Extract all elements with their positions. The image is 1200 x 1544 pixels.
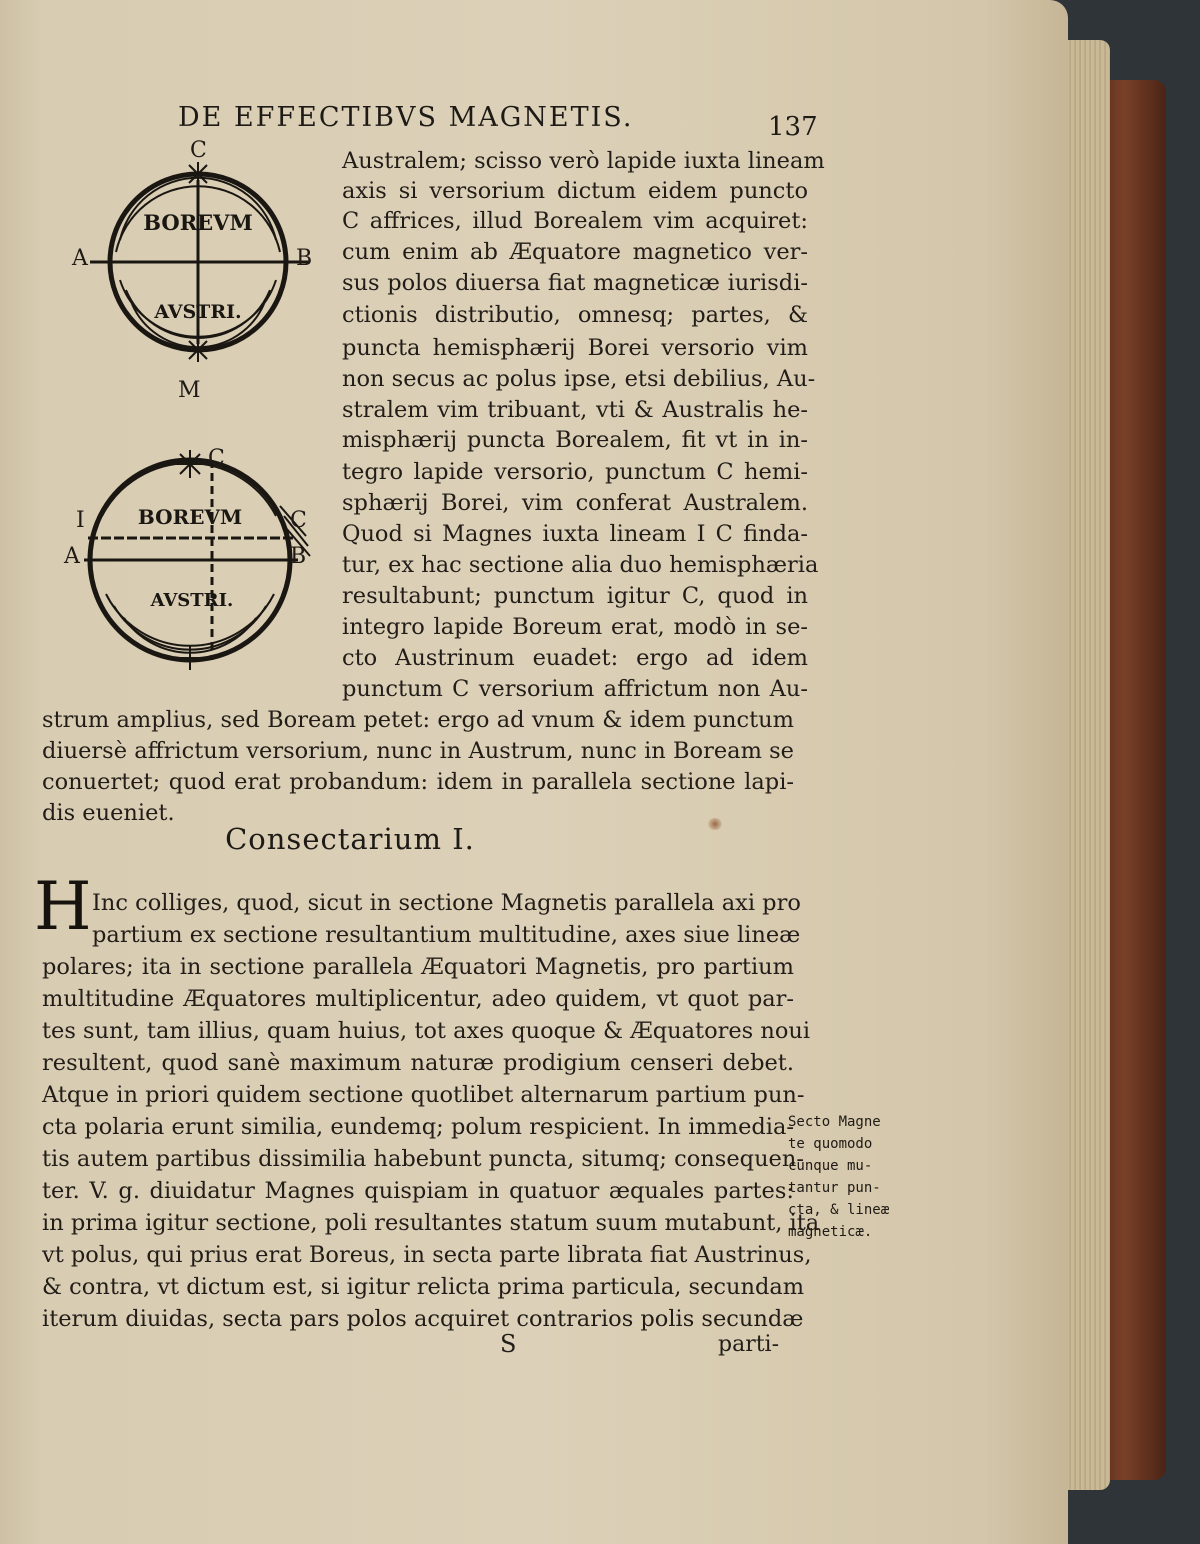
section-heading: Consectarium I.: [225, 822, 475, 856]
margin-note-line: cunque mu-: [788, 1158, 873, 1174]
text-line: axis si versorium dictum eidem puncto: [342, 178, 808, 204]
text-line: diuersè affrictum versorium, nunc in Austrum, nunc in Boream se: [42, 738, 794, 764]
text-line: partium ex sectione resultantium multitudine, axes siue lineæ: [92, 922, 801, 948]
text-line: & contra, vt dictum est, si igitur relicta prima particula, secundam: [42, 1274, 805, 1300]
text-line: misphærij puncta Borealem, fit vt in in-: [342, 427, 808, 453]
text-line: multitudine Æquatores multiplicentur, adeo quidem, vt quot par-: [42, 986, 794, 1012]
text-line: tes sunt, tam illius, quam huius, tot axes quoque & Æquatores noui: [42, 1018, 811, 1044]
text-line: resultent, quod sanè maximum naturæ prodigium censeri debet.: [42, 1050, 794, 1076]
figure1-label-left: A: [72, 246, 88, 271]
text-line: non secus ac polus ipse, etsi debilius, Au-: [342, 366, 816, 392]
running-head: DE EFFECTIBVS MAGNETIS.: [178, 102, 634, 133]
text-line: tis autem partibus dissimilia habebunt puncta, situmq; consequen-: [42, 1146, 804, 1172]
text-line: Australem; scisso verò lapide iuxta lineam: [342, 148, 825, 174]
text-line: stralem vim tribuant, vti & Australis he-: [342, 397, 808, 423]
figure2-lower-text: AVSTRI.: [150, 590, 234, 611]
text-line: vt polus, qui prius erat Boreus, in secta parte librata fiat Austrinus,: [42, 1242, 812, 1268]
signature-mark: S: [500, 1330, 517, 1358]
text-line: sphærij Borei, vim conferat Australem.: [342, 490, 808, 516]
magnet-diagram-cut: [84, 446, 314, 676]
page-fore-edge: [1062, 40, 1110, 1490]
catchword: parti-: [718, 1332, 780, 1357]
magnet-diagram-whole: [90, 140, 313, 385]
text-line: in prima igitur sectione, poli resultantes statum suum mutabunt, ita: [42, 1210, 820, 1236]
text-line: tegro lapide versorio, punctum C hemi-: [342, 459, 808, 485]
figure1-upper-text: BOREVM: [143, 210, 253, 235]
margin-note-line: te quomodo: [788, 1136, 873, 1152]
text-line: polares; ita in sectione parallela Æquatori Magnetis, pro partium: [42, 954, 794, 980]
figure1-label-top: C: [190, 138, 207, 163]
figure2-label-left-a: A: [64, 544, 80, 569]
text-line: Atque in priori quidem sectione quotlibet alternarum partium pun-: [42, 1082, 805, 1108]
text-line: conuertet; quod erat probandum: idem in parallela sectione lapi-: [42, 769, 794, 795]
figure2-label-left-i: I: [76, 508, 85, 533]
margin-note-line: tantur pun-: [788, 1180, 881, 1196]
text-line: C affrices, illud Borealem vim acquiret:: [342, 208, 808, 234]
text-line: resultabunt; punctum igitur C, quod in: [342, 583, 808, 609]
page-number: 137: [768, 112, 818, 142]
text-line: cta polaria erunt similia, eundemq; polum respicient. In immedia-: [42, 1114, 794, 1140]
margin-note-line: cta, & lineæ: [788, 1202, 890, 1218]
text-line: ter. V. g. diuidatur Magnes quispiam in quatuor æquales partes:: [42, 1178, 794, 1204]
text-line: punctum C versorium affrictum non Au-: [342, 676, 808, 702]
margin-note-line: magneticæ.: [788, 1224, 873, 1240]
figure2-upper-text: BOREVM: [137, 505, 243, 529]
drop-cap: H: [34, 868, 92, 945]
figure1-label-bottom: M: [178, 378, 201, 403]
text-line: sus polos diuersa fiat magneticæ iurisdi-: [342, 270, 808, 296]
text-line: strum amplius, sed Boream petet: ergo ad vnum & idem punctum: [42, 707, 794, 733]
figure1-lower-text: AVSTRI.: [154, 301, 242, 323]
text-line: tur, ex hac sectione alia duo hemisphæria: [342, 552, 819, 578]
text-line: Inc colliges, quod, sicut in sectione Magnetis parallela axi pro: [92, 890, 801, 916]
text-line: ctionis distributio, omnesq; partes, &: [342, 302, 808, 328]
text-line: integro lapide Boreum erat, modò in se-: [342, 614, 808, 640]
text-line: cto Austrinum euadet: ergo ad idem: [342, 645, 808, 671]
text-line: iterum diuidas, secta pars polos acquiret contrarios polis secundæ: [42, 1306, 804, 1332]
text-line: puncta hemisphærij Borei versorio vim: [342, 335, 808, 361]
text-line: cum enim ab Æquatore magnetico ver-: [342, 239, 808, 265]
figure1-label-right: B: [296, 246, 313, 271]
figure2-label-top: C: [208, 446, 225, 471]
figure2-label-right-b: B: [290, 544, 307, 569]
margin-note-line: Secto Magne: [788, 1114, 881, 1130]
text-line: dis eueniet.: [42, 800, 175, 826]
figure2-label-right-c: C: [290, 508, 307, 533]
text-line: Quod si Magnes iuxta lineam I C finda-: [342, 521, 808, 547]
